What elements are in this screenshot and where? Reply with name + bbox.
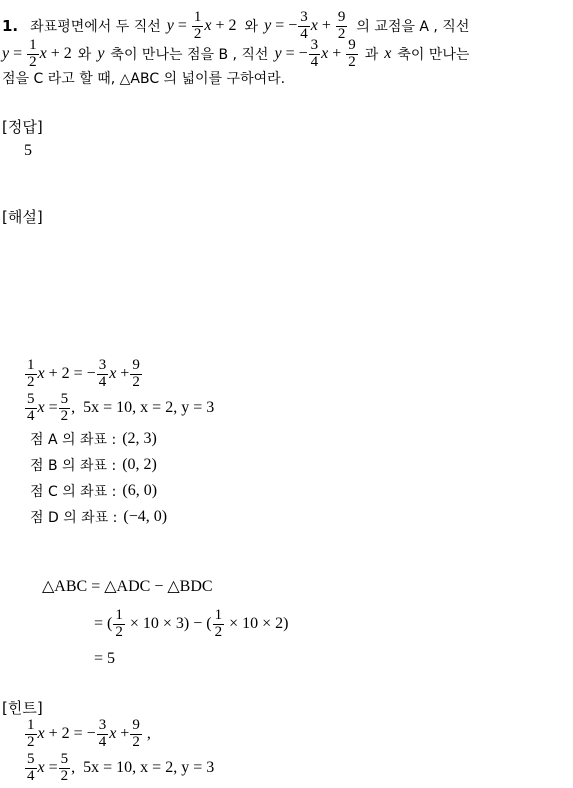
point-value: (2, 3): [122, 430, 157, 447]
points-list: [30, 426, 167, 530]
area-equation-result: = 5: [94, 650, 116, 667]
equation-line-1-repeat: y = $\frac{1}{2}$ x + 2: [2, 36, 72, 70]
point-label: 점 C 의 좌표 :: [30, 484, 117, 500]
question-text-2d: 축이 만나는: [397, 47, 470, 63]
point-row: [30, 452, 167, 478]
point-row: [30, 426, 167, 452]
question-line-3: 점을 C 라고 할 때, △ABC 의 넓이를 구하여라.: [2, 71, 286, 87]
question-text-1b: 와: [244, 19, 259, 35]
hint-heading: [힌트]: [2, 699, 43, 717]
question-text-2b: 축이 만나는 점을 B , 직선: [110, 47, 269, 63]
point-value: (6, 0): [122, 482, 158, 499]
solution-equation-1: $\frac{1}{2}$ x + 2 = − $\frac{3}{4}$ x + $\frac{9}{2}$: [27, 356, 140, 390]
solution-equation-2: $\frac{5}{4}$ x = $\frac{5}{2}$ , 5 x = 10, x = 2, y = 3: [27, 390, 215, 424]
point-value: (0, 2): [122, 456, 157, 473]
var-y: y: [97, 45, 105, 62]
question-text-2c: 과: [364, 47, 379, 63]
question-text-2a: 와: [77, 47, 92, 63]
answer-heading: [정답]: [2, 118, 43, 136]
var-x: x: [384, 45, 392, 62]
point-label: 점 B 의 좌표 :: [30, 458, 117, 474]
question-text-1c: 의 교점을 A , 직선: [356, 19, 470, 35]
equation-line-2: y = − $\frac{3}{4}$ x + $\frac{9}{2}$: [264, 8, 346, 42]
answer-value: 5: [24, 142, 32, 159]
question-number: 1.: [2, 17, 19, 35]
question-text-1a: 좌표평면에서 두 직선: [30, 19, 161, 35]
hint-equation-1: $\frac{1}{2}$ x + 2 = − $\frac{3}{4}$ x + $\frac{9}{2}$ ,: [27, 716, 151, 750]
equation-line-2-repeat: y = − $\frac{3}{4}$ x + $\frac{9}{2}$: [274, 36, 356, 70]
point-label: 점 D 의 좌표 :: [30, 510, 118, 526]
equation-line-1: y = $\frac{1}{2}$ x + 2: [166, 8, 237, 42]
point-row: [30, 478, 167, 504]
solution-step-2: x = 10, x = 2, y = 3: [91, 399, 215, 416]
point-value: (−4, 0): [123, 508, 168, 525]
hint-equation-2: $\frac{5}{4}$ x = $\frac{5}{2}$ , 5 x = 10, x = 2, y = 3: [27, 750, 215, 784]
area-equation-line-2: = ( $\frac{1}{2}$ × 10 × 3) − ( $\frac{1}{2}$ × 10 × 2): [94, 606, 289, 640]
hint-step-2: x = 10, x = 2, y = 3: [91, 759, 215, 776]
solution-heading: [해설]: [2, 208, 43, 226]
point-label: 점 A 의 좌표 :: [30, 432, 117, 448]
area-equation-line-1: △ABC = △ADC − △BDC: [42, 578, 213, 595]
point-row: [30, 504, 167, 530]
